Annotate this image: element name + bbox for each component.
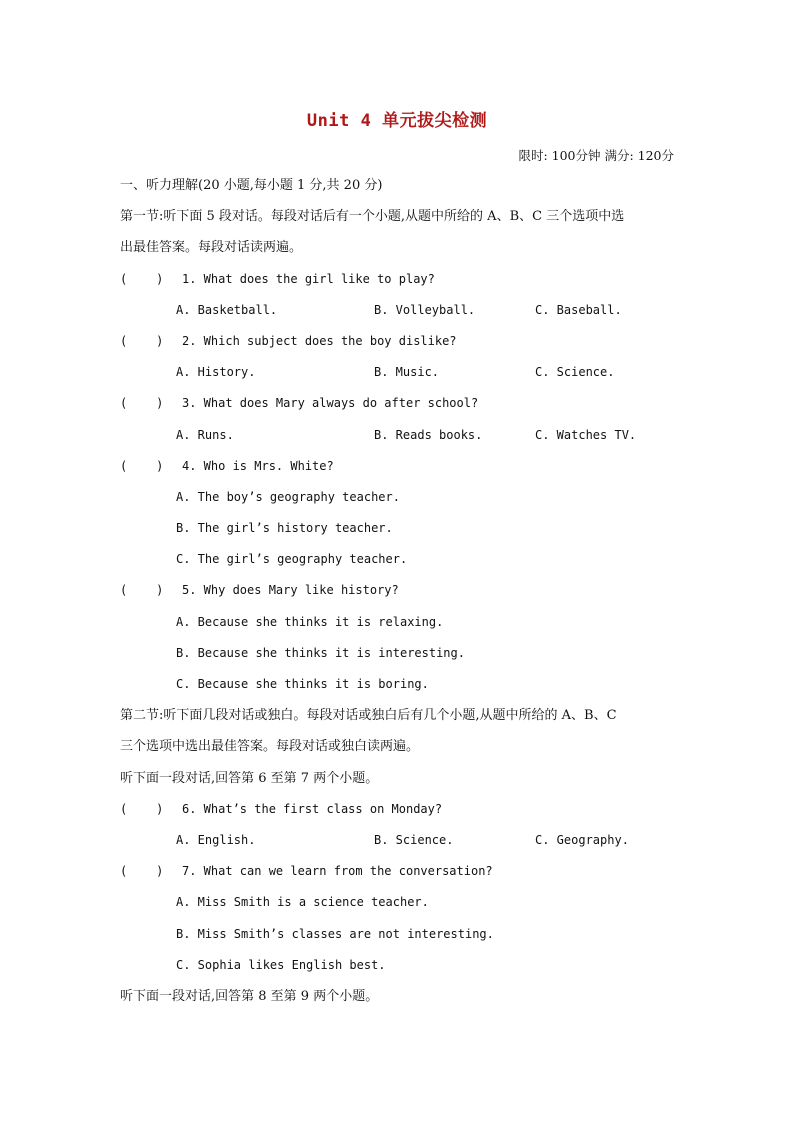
option-b: B. Music. (374, 365, 440, 380)
option-b: B. Because she thinks it is interesting. (176, 645, 465, 660)
part2-instruction-line1: 第二节:听下面几段对话或独白。每段对话或独白后有几个小题,从题中所给的 A、B、C (120, 708, 617, 724)
option-b: B. Science. (374, 832, 454, 847)
option-c: C. Baseball. (535, 302, 622, 317)
part2-instruction-line2: 三个选项中选出最佳答案。每段对话或独白读两遍。 (120, 739, 420, 755)
answer-blank[interactable]: ( ) (120, 583, 164, 598)
option-a: A. Miss Smith is a science teacher. (176, 895, 429, 910)
part1-instruction-line2: 出最佳答案。每段对话读两遍。 (120, 240, 303, 256)
question-2 (120, 326, 676, 357)
page-title: Unit 4 单元拔尖检测 (306, 111, 488, 131)
answer-blank[interactable]: ( ) (120, 458, 164, 473)
question-stem: 4. Who is Mrs. White? (182, 458, 334, 473)
question-4 (120, 451, 676, 482)
option-c: C. Watches TV. (535, 427, 637, 442)
question-stem: 3. What does Mary always do after school? (182, 396, 479, 411)
option-b: B. Reads books. (374, 427, 483, 442)
option-a: A. English. (176, 832, 256, 847)
question-6-options (120, 825, 676, 856)
option-b: B. Miss Smith’s classes are not interesting. (176, 926, 494, 941)
question-2-options (120, 357, 676, 388)
question-6 (120, 794, 676, 825)
dialog-instruction-6-7: 听下面一段对话,回答第 6 至第 7 两个小题。 (120, 770, 379, 786)
question-stem: 7. What can we learn from the conversation? (182, 864, 493, 879)
answer-blank[interactable]: ( ) (120, 801, 164, 816)
option-a: A. Runs. (176, 427, 234, 442)
option-a: A. History. (176, 365, 256, 380)
part1-instruction-line1: 第一节:听下面 5 段对话。每段对话后有一个小题,从题中所给的 A、B、C 三个选项中选 (120, 209, 625, 225)
option-b: B. Volleyball. (374, 302, 476, 317)
answer-blank[interactable]: ( ) (120, 864, 164, 879)
question-stem: 2. Which subject does the boy dislike? (182, 333, 457, 348)
option-c: C. Because she thinks it is boring. (176, 677, 429, 691)
option-c: C. Science. (535, 365, 615, 380)
option-a: A. Because she thinks it is relaxing. (176, 614, 444, 629)
option-a: A. Basketball. (176, 302, 278, 317)
time-and-score-info: 限时: 100分钟 满分: 120分 (518, 148, 674, 163)
option-c: C. The girl’s geography teacher. (176, 552, 408, 567)
question-5 (120, 575, 676, 606)
option-c: C. Sophia likes English best. (176, 957, 386, 972)
question-7 (120, 856, 676, 887)
question-3-options (120, 420, 676, 451)
question-3 (120, 388, 676, 419)
option-a: A. The boy’s geography teacher. (176, 489, 400, 504)
answer-blank[interactable]: ( ) (120, 333, 164, 348)
question-1-options (120, 295, 676, 326)
question-stem: 5. Why does Mary like history? (182, 583, 399, 598)
dialog-instruction-8-9: 听下面一段对话,回答第 8 至第 9 两个小题。 (120, 988, 379, 1004)
question-1 (120, 264, 676, 295)
answer-blank[interactable]: ( ) (120, 396, 164, 411)
option-c: C. Geography. (535, 832, 629, 847)
section-heading: 一、听力理解(20 小题,每小题 1 分,共 20 分) (120, 178, 383, 193)
option-b: B. The girl’s history teacher. (176, 521, 393, 536)
question-stem: 1. What does the girl like to play? (182, 271, 435, 286)
exam-body (120, 170, 676, 1012)
answer-blank[interactable]: ( ) (120, 271, 164, 286)
question-stem: 6. What’s the first class on Monday? (182, 801, 443, 816)
